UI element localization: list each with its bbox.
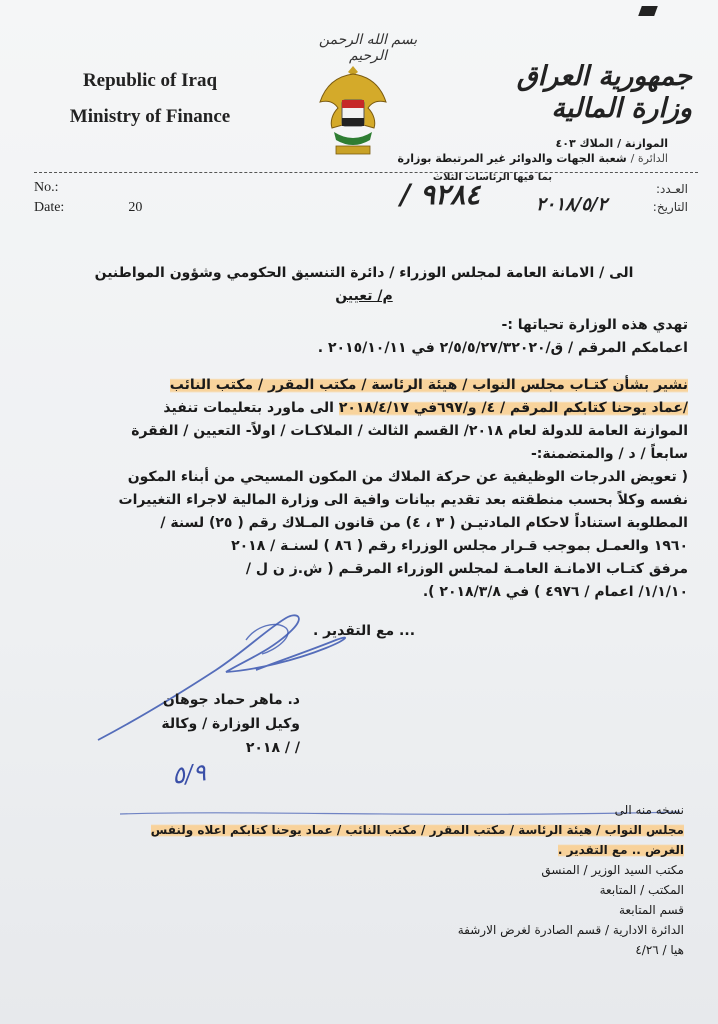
quoted-paragraph: ( تعويض الدرجات الوظيفية عن حركة الملاك من المكون المسيحي من أبناء المكون نفسه وكلاً بحسب منطقته بعد تقديم بيانات وافية الى وزارة المالية لاجراء التغييرات المطلوبة استناداً لاحكام المادتيـن ( ٣ ، ٤) من قانون المـلاك رقم ( ٢٥) لسنة / ١٩٦٠ والعمـل بموجب قـرار مجلس الوزراء رقم ( ٨٦ ) لسنـة / ٢٠١٨ مرفق كتـاب الامانـة العامـة لمجلس الوزراء المرقـم ( ش.ز ن ل / ١/١/١٠/ اعمام / ٤٩٧٦ ) في ٢٠١٨/٣/٨ ). (118, 469, 688, 600)
department-block (368, 136, 668, 166)
highlighted-text: الغرض .. مع التقدير . (557, 843, 684, 857)
department-label: الدائرة / (630, 152, 668, 165)
copies-heading: نسخه منه الى (614, 803, 684, 817)
department-line2: الدائرة /شعبة الجهات والدوائر غير المرتبطة بوزارة (397, 152, 668, 165)
signature-date: / / ٢٠١٨ (245, 740, 300, 756)
arabic-ministry: وزارة المالية (551, 93, 692, 124)
english-reference (34, 178, 142, 218)
date-line: Date: 20 (34, 198, 142, 218)
arabic-date-label: التاريخ: (652, 200, 688, 214)
reference-line: اعمامكم المرقم / ق/٢/٥/٥/٢٧/٣٢٠٢٠ في ٢٠١٥/١٠/١١ . (317, 340, 688, 356)
signature-block (120, 688, 300, 760)
arabic-reference-labels (653, 180, 688, 216)
handwritten-note: ٥/٩ (170, 758, 208, 790)
regards-line: ... مع التقدير . (312, 623, 416, 639)
paragraph-1: نشير بشأن كتـاب مجلس النواب / هيئة الرئاسة / مكتب المقرر / مكتب النائب /عماد يوحنا كتابكم المرقم / ٤/ و/٦٩٧في ٢٠١٨/٤/١٧ الى ماورد بتعليمات تنفيذ الموازنة العامة للدولة لعام ٢٠١٨/ القسم الثالث / الملاكـات / اولاً- التعيين / الفقرة سابعاً / د / والمتضمنة:- (131, 377, 688, 462)
copy-item: الدائرة الادارية / قسم الصادرة لغرض الارشفة (457, 923, 684, 937)
basmala: بسم الله الرحمن الرحيم (318, 32, 418, 64)
copy-item: قسم المتابعة (618, 903, 684, 917)
letter-body (40, 262, 688, 643)
handwritten-date: ٢٠١٨/٥/٢ (536, 194, 608, 215)
no-label: No.: (34, 180, 59, 195)
copy-item: المكتب / المتابعة (599, 883, 684, 897)
handwritten-number: ٩٢٨٤ / (400, 178, 481, 211)
header-divider (34, 172, 698, 173)
copies-to (124, 800, 684, 960)
bima-note: بما فيها الرئاسات الثلاث (432, 172, 552, 183)
arabic-republic: جمهورية العراق (516, 61, 692, 92)
corner-mark (638, 6, 658, 16)
greeting: تهدي هذه الوزارة تحياتها :- (501, 317, 688, 333)
signatory-title: وكيل الوزارة / وكالة (161, 716, 300, 732)
department-line1: الموازنة / الملاك ٤٠٣ (555, 137, 668, 150)
signatory-name: د. ماهر حماد جوهان (162, 692, 300, 708)
subject-line: م/ تعيين (335, 288, 393, 304)
english-letterhead (50, 70, 250, 128)
date-year: 20 (128, 200, 143, 215)
copy-item: هيا / ٤/٢٦ (635, 943, 684, 957)
ministry-of-finance: Ministry of Finance (69, 106, 231, 127)
highlighted-text: مجلس النواب / هيئة الرئاسة / مكتب المقرر / مكتب النائب / عماد يوحنا كتابكم اعلاه ولنفس (150, 823, 684, 837)
arabic-number-label: العـدد: (656, 182, 688, 196)
copy-item: مكتب السيد الوزير / المنسق (541, 863, 684, 877)
highlighted-text: /عماد يوحنا كتابكم المرقم / ٤/ و/٦٩٧في ٢٠١٨/٤/١٧ (338, 400, 688, 416)
arabic-letterhead (392, 62, 692, 124)
highlighted-text: نشير بشأن كتـاب مجلس النواب / هيئة الرئاسة / مكتب المقرر / مكتب النائب (169, 377, 688, 393)
recipient-line: الى / الامانة العامة لمجلس الوزراء / دائرة التنسيق الحكومي وشؤون المواطنين (94, 265, 634, 281)
republic-of-iraq: Republic of Iraq (82, 70, 218, 91)
